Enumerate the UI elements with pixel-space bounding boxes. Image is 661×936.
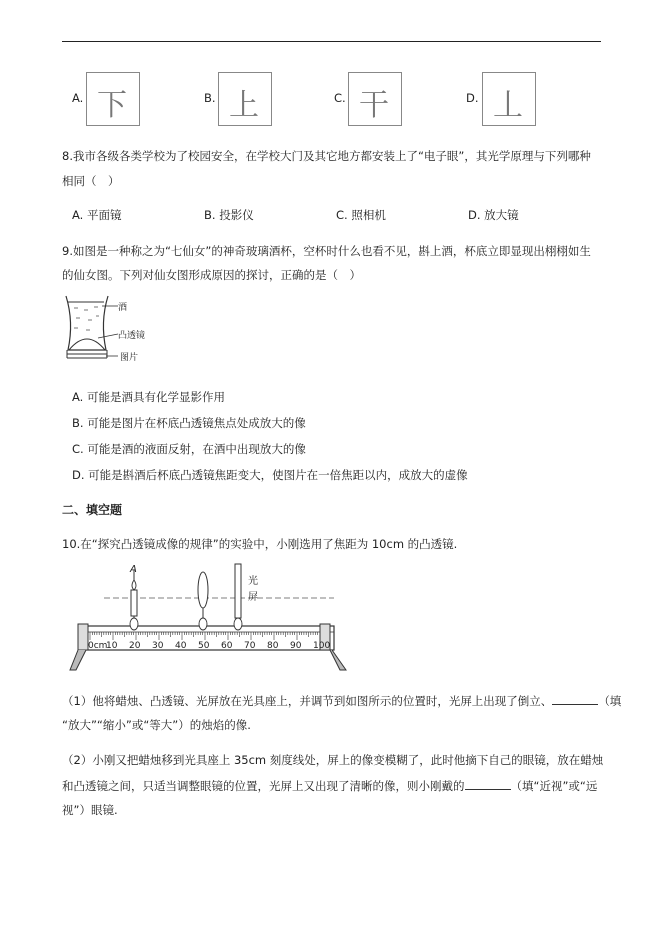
q10-intro: 10.在“探究凸透镜成像的规律”的实验中，小刚选用了焦距为 10cm 的凸透镜. — [62, 537, 458, 551]
q7-option-b-glyph: 上 — [229, 88, 259, 123]
q10-part2-line3: 视”）眼镜. — [62, 803, 118, 817]
ruler-tick-label: 80 — [267, 641, 279, 651]
screen-label-2: 屏 — [248, 592, 258, 603]
q7-option-b-letter[interactable]: B. — [204, 91, 216, 105]
q9-option-b[interactable]: B. 可能是图片在杯底凸透镜焦点处成放大的像 — [72, 416, 306, 430]
q10-part1-line2: “放大”“缩小”或“等大”）的烛焰的像. — [62, 718, 251, 732]
q9-option-a[interactable]: A. 可能是酒具有化学显影作用 — [72, 390, 225, 404]
q7-option-d-image[interactable] — [482, 72, 536, 126]
q7-option-d-letter[interactable]: D. — [466, 91, 479, 105]
q9-option-c[interactable]: C. 可能是酒的液面反射，在酒中出现放大的像 — [72, 442, 306, 456]
q8-stem-line2: 相同（ ） — [62, 174, 120, 188]
q10-part1-text-a: （1）他将蜡烛、凸透镜、光屏放在光具座上，并调节到如图所示的位置时，光屏上出现了倒立、 — [62, 694, 553, 708]
q10-part2-text-a: 和凸透镜之间，只适当调整眼镜的位置，光屏上又出现了清晰的像，则小刚戴的 — [62, 779, 465, 793]
ruler-tick-label: 50 — [198, 641, 210, 651]
ruler-tick-label: 90 — [290, 641, 302, 651]
ruler-tick-label: 20 — [129, 641, 141, 651]
ruler-tick-label: 0cm — [88, 641, 108, 651]
q10-part2-line2 — [62, 777, 597, 794]
q9-stem-line2: 的仙女图。下列对仙女图形成原因的探讨，正确的是（ ） — [62, 268, 361, 282]
q9-stem-line1: 9.如图是一种称之为“七仙女”的神奇玻璃酒杯，空杯时什么也看不见，斟上酒，杯底立即显现出栩栩如生 — [62, 244, 591, 258]
q8-option-c[interactable]: C. 照相机 — [336, 208, 386, 222]
q8-option-d[interactable]: D. 放大镜 — [468, 208, 519, 222]
q7-option-d-glyph: 丄 — [493, 88, 523, 123]
q8-option-b[interactable]: B. 投影仪 — [204, 208, 254, 222]
q7-option-a-image[interactable] — [86, 72, 140, 126]
q9-option-d[interactable]: D. 可能是斟酒后杯底凸透镜焦距变大，使图片在一倍焦距以内，成放大的虚像 — [72, 468, 468, 482]
q10-part2-blank[interactable] — [465, 777, 511, 790]
q10-part1-line1 — [62, 692, 621, 709]
ruler-tick-label: 30 — [152, 641, 164, 651]
q7-option-a-glyph: 下 — [97, 88, 127, 123]
ruler-tick-label: 70 — [244, 641, 256, 651]
optical-bench-drawing — [64, 560, 354, 675]
ruler-tick-label: 10 — [106, 641, 118, 651]
q10-part2-text-b: （填“近视”或“远 — [510, 779, 598, 793]
q7-option-b-image[interactable] — [218, 72, 272, 126]
optical-bench-figure — [64, 560, 354, 675]
q7-option-c-letter[interactable]: C. — [334, 91, 346, 105]
screen-label-1: 光 — [248, 576, 258, 587]
label-wine: 酒 — [118, 303, 128, 313]
q8-stem-line1: 8.我市各级各类学校为了校园安全，在学校大门及其它地方都安装上了“电子眼”，其光学原理与下列哪种 — [62, 149, 591, 163]
q8-option-a[interactable]: A. 平面镜 — [72, 208, 122, 222]
candle-label: A — [130, 564, 137, 575]
header-rule — [62, 41, 601, 42]
q10-part1-text-b: （填 — [598, 694, 622, 708]
label-picture: 图片 — [120, 353, 139, 363]
section-title-fill-blank: 二、填空题 — [62, 503, 123, 517]
q10-part1-blank[interactable] — [552, 692, 598, 705]
label-convex-lens: 凸透镜 — [118, 331, 146, 341]
q7-option-c-image[interactable] — [348, 72, 402, 126]
ruler-tick-label: 60 — [221, 641, 233, 651]
ruler-tick-label: 100 — [313, 641, 331, 651]
ruler-tick-label: 40 — [175, 641, 187, 651]
q7-option-c-glyph: 干 — [359, 88, 389, 123]
wine-cup-figure — [62, 292, 154, 366]
q10-part2-line1: （2）小刚又把蜡烛移到光具座上 35cm 刻度线处，屏上的像变模糊了，此时他摘下自己的眼镜，放在蜡烛 — [62, 753, 604, 767]
q7-option-a-letter[interactable]: A. — [72, 91, 84, 105]
